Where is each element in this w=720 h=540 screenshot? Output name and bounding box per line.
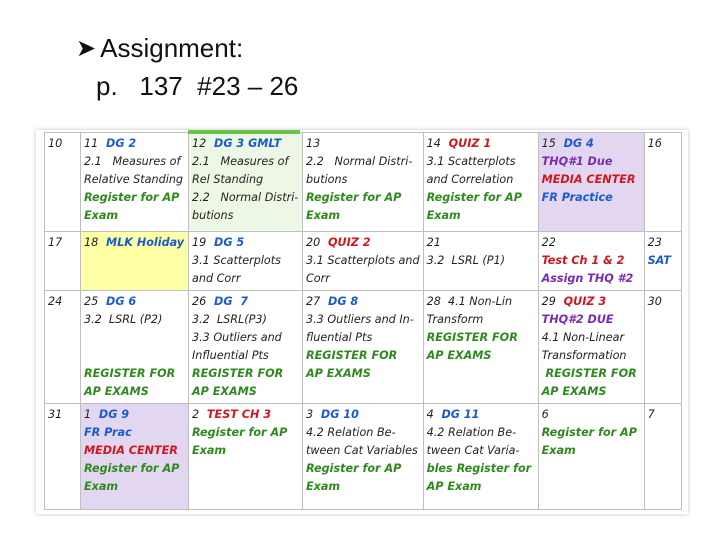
day-number: 1 (84, 408, 92, 421)
day-line (427, 234, 535, 252)
event-text: Register for AP (541, 426, 637, 439)
calendar-week-row (45, 404, 682, 510)
day-line (648, 234, 678, 252)
event-text: Relative Standing (84, 173, 184, 186)
event-text: DG 3 GMLT (206, 137, 282, 150)
arrow-bullet-icon: ➤ (76, 35, 97, 62)
day-line (192, 293, 299, 311)
calendar-week-row (45, 232, 682, 291)
calendar-day-cell (644, 232, 681, 291)
event-text: AP EXAMS (306, 367, 371, 380)
day-number: 21 (426, 236, 441, 249)
event-text: Exam (306, 480, 341, 493)
day-number: 30 (647, 295, 662, 308)
event-text: 3.1 Scatterplots (426, 155, 516, 168)
day-number: 17 (48, 236, 63, 249)
day-number: 27 (306, 295, 321, 308)
event-text: Register for AP (306, 462, 402, 475)
event-text: DG 11 (433, 408, 480, 421)
event-text: tween Cat Variables (306, 444, 418, 457)
calendar-day-cell (189, 232, 303, 291)
event-text: REGISTER FOR (84, 367, 176, 380)
day-line (542, 135, 641, 153)
event-text: butions (192, 209, 234, 222)
calendar-day-cell (81, 291, 189, 404)
day-number: 31 (48, 408, 63, 421)
event-text (84, 329, 185, 347)
day-line (84, 234, 185, 252)
highlight-tab (188, 130, 300, 134)
event-text: DG 7 (206, 295, 249, 308)
calendar-day-cell (45, 291, 81, 404)
day-number: 3 (306, 408, 314, 421)
calendar-day-cell (303, 133, 424, 232)
day-number: 24 (48, 295, 63, 308)
day-line (542, 234, 641, 252)
event-text: fluential Pts (306, 331, 373, 344)
day-line (306, 406, 420, 424)
day-number: 26 (192, 295, 207, 308)
event-text: DG 10 (313, 408, 359, 421)
day-number: 29 (541, 295, 556, 308)
event-text: AP EXAMS (192, 385, 257, 398)
calendar-day-cell (644, 291, 681, 404)
event-text: bles Register for (426, 462, 532, 475)
event-text: Influential Pts (192, 349, 269, 362)
event-text: Exam (541, 444, 576, 457)
event-text: REGISTER FOR (541, 367, 637, 380)
calendar-image (36, 130, 688, 514)
day-line (84, 135, 185, 153)
event-text: and Correlation (426, 173, 514, 186)
event-text: FR Prac (84, 426, 132, 439)
event-text: Transform (426, 313, 484, 326)
day-number: 23 (647, 236, 662, 249)
calendar-day-cell (45, 232, 81, 291)
event-text: Register for AP (84, 191, 180, 204)
calendar-week-row (45, 133, 682, 232)
event-text: Exam (192, 444, 227, 457)
day-number: 28 (426, 295, 441, 308)
event-text: QUIZ 2 (320, 236, 371, 249)
day-number: 25 (84, 295, 99, 308)
day-line (192, 234, 299, 252)
day-line (306, 293, 420, 311)
event-text: tween Cat Varia- (426, 444, 520, 457)
event-text (84, 347, 185, 365)
event-text: Rel Standing (192, 173, 264, 186)
event-text: AP EXAMS (541, 385, 607, 398)
assignment-label: Assignment: (100, 33, 244, 63)
day-line (427, 406, 535, 424)
event-text: MEDIA CENTER (84, 444, 178, 457)
event-text: THQ#1 Due (541, 155, 613, 168)
event-text: Exam (84, 209, 119, 222)
calendar-day-cell (538, 291, 644, 404)
event-text: DG 4 (555, 137, 594, 150)
day-line (427, 135, 535, 153)
event-text: REGISTER FOR (192, 367, 284, 380)
event-text: and Corr (192, 272, 241, 285)
event-text: 4.2 Relation Be- (306, 426, 396, 439)
event-text: REGISTER FOR (426, 331, 518, 344)
event-text: 2.2 Normal Distri- (192, 191, 299, 204)
event-text: MEDIA CENTER (541, 173, 636, 186)
slide-title (76, 33, 243, 64)
calendar-day-cell (303, 291, 424, 404)
day-line (84, 293, 185, 311)
calendar-day-cell (189, 133, 303, 232)
day-line (48, 135, 77, 153)
event-text: MLK Holiday (98, 236, 185, 249)
day-number: 16 (647, 137, 662, 150)
calendar-day-cell (45, 133, 81, 232)
event-text: TEST CH 3 (199, 408, 272, 421)
day-line (48, 234, 77, 252)
event-text: Corr (306, 272, 330, 285)
event-text: FR Practice (541, 191, 613, 204)
day-line (48, 293, 77, 311)
day-line (306, 135, 420, 153)
event-text: 4.2 Relation Be- (426, 426, 517, 439)
day-number: 13 (306, 137, 321, 150)
day-number: 10 (48, 137, 63, 150)
calendar-day-cell (303, 232, 424, 291)
calendar-day-cell (303, 404, 424, 510)
day-number: 22 (541, 236, 556, 249)
event-text: 4.1 Non-Lin (440, 295, 513, 308)
calendar-week-row (45, 291, 682, 404)
event-text: AP Exam (426, 480, 482, 493)
day-line (542, 406, 641, 424)
calendar-day-cell (81, 133, 189, 232)
day-number: 4 (426, 408, 434, 421)
day-number: 15 (541, 137, 556, 150)
calendar-day-cell (45, 404, 81, 510)
day-line (84, 406, 185, 424)
event-text: DG 8 (320, 295, 359, 308)
calendar-day-cell (189, 404, 303, 510)
event-text: Transformation (541, 349, 627, 362)
event-text: 3.2 LSRL (P2) (84, 313, 163, 326)
event-text: AP EXAMS (426, 349, 492, 362)
day-number: 7 (647, 408, 655, 421)
day-number: 20 (306, 236, 321, 249)
event-text: 3.3 Outliers and (192, 331, 282, 344)
day-number: 19 (192, 236, 207, 249)
day-number: 14 (426, 137, 441, 150)
event-text: Assign THQ #2 (541, 272, 634, 285)
calendar-day-cell (423, 291, 538, 404)
event-text: 3.3 Outliers and In- (306, 313, 414, 326)
event-text: AP EXAMS (84, 385, 149, 398)
day-line (306, 234, 420, 252)
event-text: QUIZ 1 (440, 137, 492, 150)
calendar-day-cell (423, 232, 538, 291)
calendar-day-cell (538, 404, 644, 510)
calendar-day-cell (644, 133, 681, 232)
event-text: butions (306, 173, 348, 186)
calendar-day-cell (189, 291, 303, 404)
event-text: SAT (647, 254, 671, 267)
event-text: 3.1 Scatterplots (192, 254, 281, 267)
day-line (648, 406, 678, 424)
day-number: 2 (192, 408, 200, 421)
day-line (648, 293, 678, 311)
day-number: 12 (192, 137, 207, 150)
assignment-pages: p. 137 #23 – 26 (96, 71, 299, 101)
event-text: REGISTER FOR (306, 349, 398, 362)
event-text: 4.1 Non-Linear (541, 331, 625, 344)
event-text: QUIZ 3 (555, 295, 607, 308)
event-text: 3.2 LSRL (P1) (426, 254, 505, 267)
event-text: Test Ch 1 & 2 (541, 254, 625, 267)
event-text: DG 5 (206, 236, 245, 249)
day-line (192, 406, 299, 424)
day-line (427, 293, 535, 311)
calendar-day-cell (423, 404, 538, 510)
event-text: Exam (306, 209, 341, 222)
day-line (192, 135, 299, 153)
event-text: Register for AP (426, 191, 522, 204)
event-text: 2.2 Normal Distri- (306, 155, 413, 168)
calendar-day-cell (423, 133, 538, 232)
event-text: DG 9 (91, 408, 130, 421)
calendar-day-cell (81, 232, 189, 291)
event-text: 2.1 Measures of (84, 155, 181, 168)
day-line (648, 135, 678, 153)
event-text: 2.1 Measures of (192, 155, 289, 168)
day-line (542, 293, 641, 311)
event-text: THQ#2 DUE (541, 313, 614, 326)
event-text: Register for AP (192, 426, 288, 439)
event-text: 3.1 Scatterplots and (306, 254, 420, 267)
day-line (48, 406, 77, 424)
event-text: Register for AP (84, 462, 180, 475)
event-text: Exam (84, 480, 119, 493)
event-text: 3.2 LSRL(P3) (192, 313, 267, 326)
calendar-day-cell (538, 232, 644, 291)
day-number: 18 (84, 236, 99, 249)
event-text: DG 2 (98, 137, 137, 150)
day-number: 11 (84, 137, 99, 150)
calendar-day-cell (538, 133, 644, 232)
calendar-day-cell (81, 404, 189, 510)
calendar-table (44, 132, 682, 510)
calendar-day-cell (644, 404, 681, 510)
event-text: DG 6 (98, 295, 137, 308)
day-number: 6 (541, 408, 549, 421)
event-text: Exam (426, 209, 461, 222)
event-text: Register for AP (306, 191, 402, 204)
